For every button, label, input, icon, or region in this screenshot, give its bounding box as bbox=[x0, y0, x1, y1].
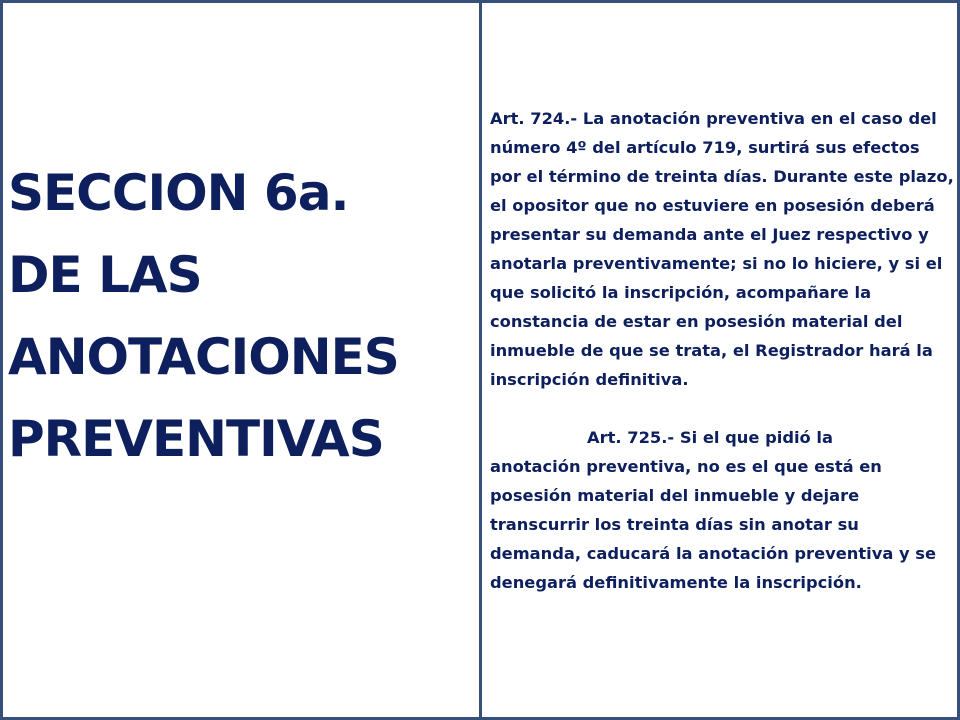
article-725-first-line: Art. 725.- Si el que pidió la bbox=[587, 428, 833, 447]
article-725-rest: anotación preventiva, no es el que está en posesión material del inmueble y dejare transcurrir los treinta días sin anotar su demanda, caducará la anotación preventiva y se denegará definitivamente la inscripción. bbox=[490, 457, 937, 592]
title-line-1: SECCION 6a. bbox=[8, 164, 349, 222]
section-title bbox=[8, 152, 470, 480]
article-725 bbox=[490, 423, 954, 597]
title-line-4: PREVENTIVAS bbox=[8, 410, 384, 468]
title-line-2: DE LAS bbox=[8, 246, 202, 304]
articles-text bbox=[490, 104, 954, 597]
article-724: Art. 724.- La anotación preventiva en el caso del número 4º del artículo 719, surtirá sus efectos por el término de treinta días. Durante este plazo, el opositor que no estuviere en posesión deberá presentar su demanda ante el Juez respectivo y anotarla preventivamente; si no lo hiciere, y si el que solicitó la inscripción, acompañare la constancia de estar en posesión material del inmueble de que se trata, el Registrador hará la inscripción definitiva. bbox=[490, 109, 954, 389]
title-line-3: ANOTACIONES bbox=[8, 328, 399, 386]
